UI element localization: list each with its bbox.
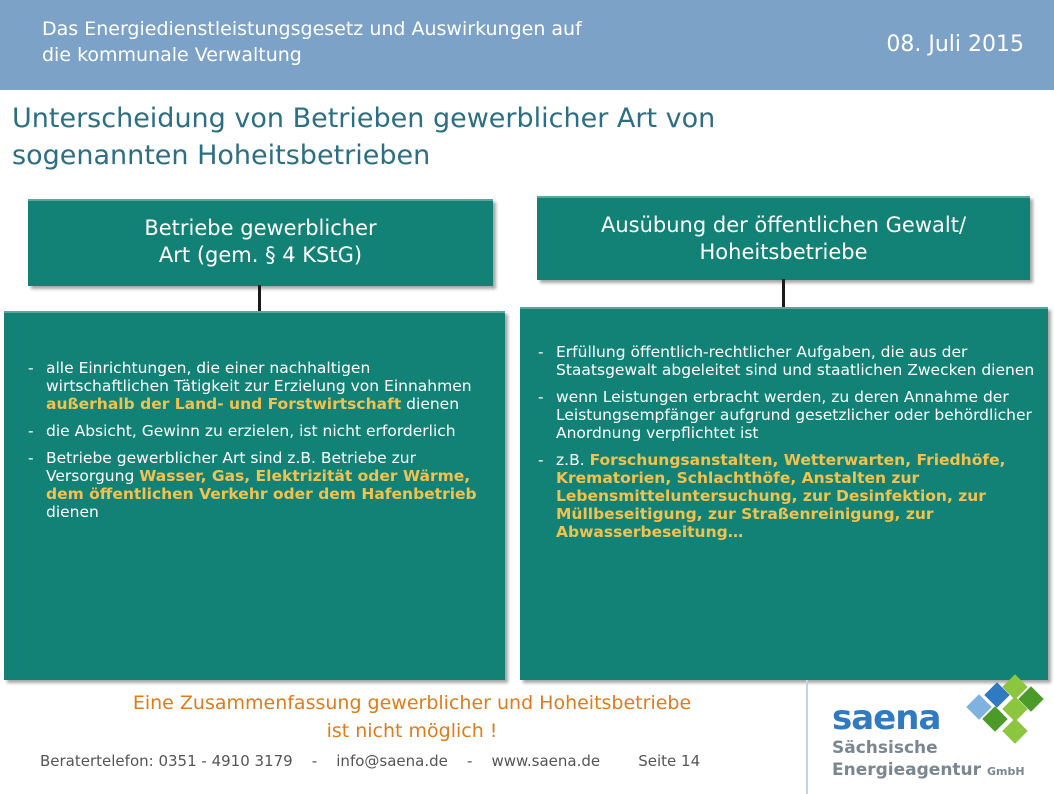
saena-logo (820, 676, 1050, 794)
summary-note (40, 689, 784, 745)
left-heading-text (28, 201, 493, 269)
summary-note-line2: ist nicht möglich ! (326, 720, 498, 742)
header-date: 08. Juli 2015 (886, 32, 1024, 57)
logo-wordmark: saena (832, 698, 941, 738)
separator: - (311, 752, 318, 770)
bullet-dash: - (28, 422, 34, 440)
page-title-line1: Unterscheidung von Betrieben gewerblicher Art von (12, 103, 716, 134)
header-title (42, 16, 762, 68)
left-heading-line1: Betriebe gewerblicher (144, 216, 377, 240)
footer-divider (806, 680, 808, 794)
right-content-box (520, 307, 1048, 680)
left-heading-line2: Art (gem. § 4 KStG) (158, 243, 363, 267)
highlight-text: Forschungsanstalten, Wetterwarten, Friedhöfe, Krematorien, Schlachthöfe, Anstalten zur Lebensmitteluntersuchung, zur Desinfektion, zur Müllbeseitigung, zur Straßenreinigung, zur Abwasserbeseitung… (556, 451, 1006, 541)
left-bullet-1: - alle Einrichtungen, die einer nachhaltigen wirtschaftlichen Tätigkeit zur Erzielung von Einnahmen außerhalb der Land- und Forstwirtschaft dienen (28, 359, 472, 413)
left-heading-box (28, 199, 493, 286)
highlight-text: außerhalb der Land- und Forstwirtschaft (46, 395, 402, 413)
header-title-line1: Das Energiedienstleistungsgesetz und Auswirkungen auf (42, 18, 582, 40)
right-heading-text (537, 198, 1030, 266)
left-connector-line (258, 285, 261, 311)
right-heading-line1: Ausübung der öffentlichen Gewalt/ (600, 213, 967, 237)
right-bullet-list (538, 343, 1038, 550)
bullet-dash: - (538, 388, 544, 406)
logo-suffix: GmbH (986, 765, 1025, 778)
right-heading-line2: Hoheitsbetriebe (699, 240, 868, 264)
bullet-dash: - (538, 451, 544, 469)
separator: - (466, 752, 473, 770)
highlight-text: Wasser, Gas, Elektrizität oder Wärme, dem öffentlichen Verkehr oder dem Hafenbetrieb (46, 467, 477, 503)
page-number: Seite 14 (638, 752, 701, 770)
bullet-dash: - (28, 359, 34, 377)
email-link[interactable]: info@saena.de (336, 752, 448, 770)
bullet-dash: - (538, 343, 544, 361)
bullet-dash: - (28, 449, 34, 467)
right-bullet-3: - z.B. Forschungsanstalten, Wetterwarten, Friedhöfe, Krematorien, Schlachthöfe, Anstalten zur Lebensmitteluntersuchung, zur Desinfektion, zur Müllbeseitigung, zur Straßenreinigung, zur Abwasserbeseitung… (538, 451, 1006, 541)
right-connector-line (782, 279, 785, 307)
left-content-box (4, 311, 505, 680)
page-title-line2: sogenannten Hoheitsbetrieben (12, 140, 431, 171)
header-title-line2: die kommunale Verwaltung (42, 44, 302, 66)
contact-bar (40, 752, 784, 770)
website-link[interactable]: www.saena.de (491, 752, 601, 770)
logo-diamond-icon (1002, 718, 1027, 743)
page-title (12, 100, 1042, 174)
left-bullet-2: - die Absicht, Gewinn zu erzielen, ist nicht erforderlich (28, 422, 456, 440)
slide-header (0, 0, 1054, 90)
phone-text: Beratertelefon: 0351 - 4910 3179 (40, 752, 293, 770)
right-bullet-2: - wenn Leistungen erbracht werden, zu deren Annahme der Leistungsempfänger aufgrund gesetzlicher oder behördlicher Anordnung verpflichtet ist (538, 388, 1032, 442)
right-heading-box (537, 196, 1030, 280)
logo-line-energieagentur: Energieagentur GmbH (832, 760, 1025, 780)
left-bullet-list (28, 359, 488, 530)
summary-note-line1: Eine Zusammenfassung gewerblicher und Hoheitsbetriebe (132, 692, 692, 714)
logo-line-saechsische: Sächsische (832, 738, 938, 758)
left-bullet-3: - Betriebe gewerblicher Art sind z.B. Betriebe zur Versorgung Wasser, Gas, Elektrizität oder Wärme, dem öffentlichen Verkehr oder dem Hafenbetrieb dienen (28, 449, 477, 521)
right-bullet-1: - Erfüllung öffentlich-rechtlicher Aufgaben, die aus der Staatsgewalt abgeleitet sind und staatlichen Zwecken dienen (538, 343, 1035, 379)
